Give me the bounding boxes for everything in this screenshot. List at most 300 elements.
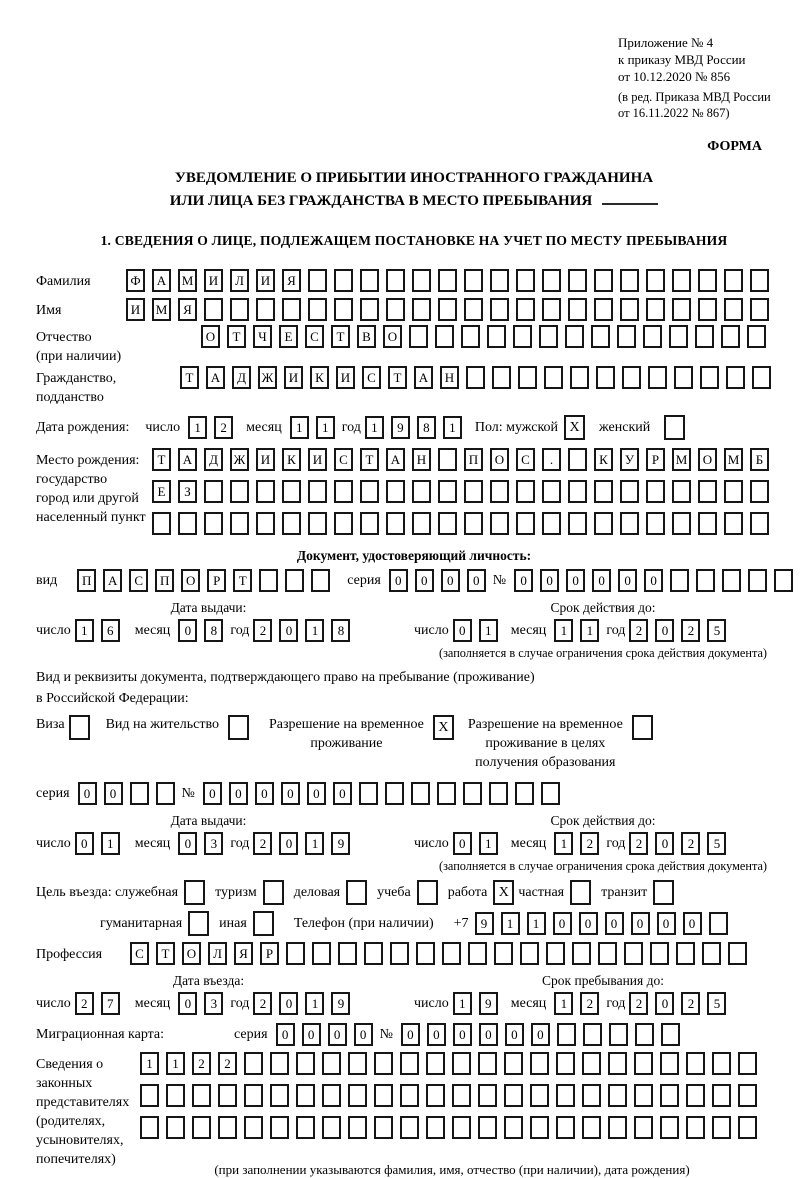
patronymic-cell[interactable]: В — [357, 325, 376, 348]
guardians-cell[interactable] — [218, 1084, 237, 1107]
guardians-cell[interactable] — [426, 1084, 445, 1107]
name-cell[interactable] — [308, 298, 327, 321]
birthplace-cell[interactable]: Б — [750, 448, 769, 471]
guardians-cell[interactable] — [634, 1052, 653, 1075]
birthplace-cell[interactable] — [542, 480, 561, 503]
citizenship-cell[interactable]: С — [362, 366, 381, 389]
permit-issue-day-cell[interactable]: 1 — [101, 832, 120, 855]
birthplace-cell[interactable]: Н — [412, 448, 431, 471]
citizenship-cell[interactable]: Ж — [258, 366, 277, 389]
birthplace-cell[interactable]: И — [256, 448, 275, 471]
phone-cell[interactable]: 9 — [475, 912, 494, 935]
id-doc-type-cell[interactable] — [311, 569, 330, 592]
guardians-cell[interactable] — [712, 1052, 731, 1075]
guardians-cell[interactable]: 1 — [166, 1052, 185, 1075]
permit-issue-year-cell[interactable]: 9 — [331, 832, 350, 855]
birthplace-cell[interactable]: С — [516, 448, 535, 471]
name-cell[interactable] — [594, 298, 613, 321]
patronymic-cell[interactable] — [565, 325, 584, 348]
name-cell[interactable] — [698, 298, 717, 321]
profession-cell[interactable]: С — [130, 942, 149, 965]
guardians-cell[interactable] — [582, 1116, 601, 1139]
patronymic-cell[interactable] — [617, 325, 636, 348]
guardians-cell[interactable] — [374, 1116, 393, 1139]
birthplace-cell[interactable] — [360, 512, 379, 535]
surname-cell[interactable] — [360, 269, 379, 292]
patronymic-cell[interactable]: Ч — [253, 325, 272, 348]
permit-series-cell[interactable]: 0 — [104, 782, 123, 805]
name-cell[interactable] — [412, 298, 431, 321]
citizenship-cell[interactable]: Д — [232, 366, 251, 389]
birthplace-cell[interactable] — [438, 480, 457, 503]
birthplace-cell[interactable] — [308, 480, 327, 503]
birthplace-cell[interactable]: Е — [152, 480, 171, 503]
guardians-cell[interactable] — [348, 1052, 367, 1075]
citizenship-cell[interactable] — [492, 366, 511, 389]
patronymic-cell[interactable] — [461, 325, 480, 348]
permit-number-cell[interactable] — [437, 782, 456, 805]
citizenship-cell[interactable] — [700, 366, 719, 389]
id-doc-number-cell[interactable] — [696, 569, 715, 592]
citizenship-cell[interactable] — [622, 366, 641, 389]
id-expiry-year-cell[interactable]: 0 — [655, 619, 674, 642]
birthplace-cell[interactable] — [334, 512, 353, 535]
permit-expiry-year-cell[interactable]: 2 — [629, 832, 648, 855]
id-doc-number-cell[interactable]: 0 — [644, 569, 663, 592]
permit-number-cell[interactable]: 0 — [255, 782, 274, 805]
permit-number-cell[interactable] — [541, 782, 560, 805]
phone-cell[interactable]: 1 — [527, 912, 546, 935]
birthplace-cell[interactable] — [256, 480, 275, 503]
guardians-cell[interactable] — [322, 1052, 341, 1075]
guardians-cell[interactable] — [426, 1052, 445, 1075]
guardians-cell[interactable] — [504, 1052, 523, 1075]
guardians-cell[interactable] — [738, 1052, 757, 1075]
guardians-cell[interactable] — [348, 1084, 367, 1107]
surname-cell[interactable] — [334, 269, 353, 292]
entry-month-cell[interactable]: 0 — [178, 992, 197, 1015]
guardians-cell[interactable] — [530, 1084, 549, 1107]
permit-number-cell[interactable]: 0 — [307, 782, 326, 805]
permit-number-cell[interactable] — [411, 782, 430, 805]
birthplace-cell[interactable]: К — [282, 448, 301, 471]
id-doc-type-cell[interactable] — [259, 569, 278, 592]
guardians-cell[interactable] — [452, 1084, 471, 1107]
entry-year-cell[interactable]: 1 — [305, 992, 324, 1015]
name-cell[interactable] — [568, 298, 587, 321]
guardians-cell[interactable] — [582, 1052, 601, 1075]
id-expiry-year-cell[interactable]: 5 — [707, 619, 726, 642]
permit-number-cell[interactable]: 0 — [281, 782, 300, 805]
birth-year-cell[interactable]: 1 — [365, 416, 384, 439]
name-cell[interactable] — [204, 298, 223, 321]
guardians-cell[interactable] — [530, 1116, 549, 1139]
patronymic-cell[interactable] — [513, 325, 532, 348]
migcard-series-cell[interactable]: 0 — [354, 1023, 373, 1046]
surname-cell[interactable] — [516, 269, 535, 292]
guardians-cell[interactable] — [348, 1116, 367, 1139]
guardians-cell[interactable] — [504, 1116, 523, 1139]
citizenship-cell[interactable] — [518, 366, 537, 389]
patronymic-cell[interactable]: О — [201, 325, 220, 348]
birth-month-cell[interactable]: 1 — [290, 416, 309, 439]
guardians-cell[interactable]: 1 — [140, 1052, 159, 1075]
migcard-number-cell[interactable]: 0 — [479, 1023, 498, 1046]
guardians-cell[interactable] — [556, 1116, 575, 1139]
birthplace-cell[interactable] — [620, 512, 639, 535]
permit-expiry-day-cell[interactable]: 0 — [453, 832, 472, 855]
profession-cell[interactable] — [442, 942, 461, 965]
profession-cell[interactable]: Т — [156, 942, 175, 965]
profession-cell[interactable] — [494, 942, 513, 965]
birthplace-cell[interactable]: У — [620, 448, 639, 471]
citizenship-cell[interactable] — [752, 366, 771, 389]
birthplace-cell[interactable] — [178, 512, 197, 535]
permit-series-cell[interactable]: 0 — [78, 782, 97, 805]
patronymic-cell[interactable] — [435, 325, 454, 348]
guardians-cell[interactable] — [686, 1116, 705, 1139]
guardians-cell[interactable] — [244, 1084, 263, 1107]
birthplace-cell[interactable] — [568, 480, 587, 503]
name-cell[interactable] — [386, 298, 405, 321]
birthplace-cell[interactable]: О — [698, 448, 717, 471]
surname-cell[interactable]: А — [152, 269, 171, 292]
guardians-cell[interactable] — [452, 1116, 471, 1139]
surname-cell[interactable]: М — [178, 269, 197, 292]
permit-series-cell[interactable] — [156, 782, 175, 805]
birthplace-cell[interactable]: Ж — [230, 448, 249, 471]
patronymic-cell[interactable]: Т — [331, 325, 350, 348]
permit-issue-year-cell[interactable]: 2 — [253, 832, 272, 855]
sex-male-checkbox-cell[interactable]: X — [564, 415, 585, 440]
profession-cell[interactable]: О — [182, 942, 201, 965]
birthplace-cell[interactable] — [204, 512, 223, 535]
name-cell[interactable]: И — [126, 298, 145, 321]
patronymic-cell[interactable]: Т — [227, 325, 246, 348]
birthplace-cell[interactable] — [568, 448, 587, 471]
id-doc-type-cell[interactable]: О — [181, 569, 200, 592]
permit-number-cell[interactable] — [463, 782, 482, 805]
name-cell[interactable]: М — [152, 298, 171, 321]
visa-checkbox-cell[interactable] — [69, 715, 90, 740]
surname-cell[interactable] — [672, 269, 691, 292]
id-doc-type-cell[interactable]: П — [155, 569, 174, 592]
name-cell[interactable] — [438, 298, 457, 321]
purpose-study-checkbox-cell[interactable] — [417, 880, 438, 905]
birthplace-cell[interactable]: М — [724, 448, 743, 471]
guardians-cell[interactable] — [218, 1116, 237, 1139]
birthplace-cell[interactable] — [594, 480, 613, 503]
birthplace-cell[interactable]: Т — [152, 448, 171, 471]
birthplace-cell[interactable] — [490, 512, 509, 535]
citizenship-cell[interactable] — [726, 366, 745, 389]
guardians-cell[interactable] — [192, 1084, 211, 1107]
birth-day-cell[interactable]: 1 — [188, 416, 207, 439]
phone-cell[interactable] — [709, 912, 728, 935]
entry-year-cell[interactable]: 2 — [253, 992, 272, 1015]
profession-cell[interactable]: Я — [234, 942, 253, 965]
guardians-cell[interactable] — [270, 1084, 289, 1107]
birthplace-cell[interactable] — [230, 512, 249, 535]
guardians-cell[interactable] — [270, 1116, 289, 1139]
birthplace-cell[interactable] — [698, 512, 717, 535]
guardians-cell[interactable] — [452, 1052, 471, 1075]
name-cell[interactable] — [620, 298, 639, 321]
profession-cell[interactable] — [364, 942, 383, 965]
id-issue-year-cell[interactable]: 8 — [331, 619, 350, 642]
migcard-number-cell[interactable]: 0 — [401, 1023, 420, 1046]
stay-year-cell[interactable]: 2 — [681, 992, 700, 1015]
name-cell[interactable] — [256, 298, 275, 321]
phone-cell[interactable]: 0 — [657, 912, 676, 935]
birthplace-cell[interactable]: А — [178, 448, 197, 471]
guardians-cell[interactable] — [192, 1116, 211, 1139]
permit-issue-year-cell[interactable]: 1 — [305, 832, 324, 855]
phone-cell[interactable]: 1 — [501, 912, 520, 935]
guardians-cell[interactable] — [686, 1084, 705, 1107]
guardians-cell[interactable] — [608, 1052, 627, 1075]
birth-year-cell[interactable]: 8 — [417, 416, 436, 439]
birthplace-cell[interactable]: З — [178, 480, 197, 503]
id-doc-type-cell[interactable]: Р — [207, 569, 226, 592]
profession-cell[interactable] — [416, 942, 435, 965]
guardians-cell[interactable] — [738, 1084, 757, 1107]
surname-cell[interactable] — [386, 269, 405, 292]
id-doc-number-cell[interactable] — [722, 569, 741, 592]
permit-series-cell[interactable] — [130, 782, 149, 805]
citizenship-cell[interactable]: И — [336, 366, 355, 389]
profession-cell[interactable] — [624, 942, 643, 965]
id-doc-type-cell[interactable] — [285, 569, 304, 592]
surname-cell[interactable]: И — [256, 269, 275, 292]
birthplace-cell[interactable] — [490, 480, 509, 503]
entry-year-cell[interactable]: 9 — [331, 992, 350, 1015]
birthplace-cell[interactable] — [750, 480, 769, 503]
name-cell[interactable] — [672, 298, 691, 321]
surname-cell[interactable] — [542, 269, 561, 292]
surname-cell[interactable] — [620, 269, 639, 292]
id-doc-number-cell[interactable]: 0 — [514, 569, 533, 592]
profession-cell[interactable] — [546, 942, 565, 965]
purpose-humanitarian-checkbox-cell[interactable] — [188, 911, 209, 936]
name-cell[interactable] — [750, 298, 769, 321]
citizenship-cell[interactable]: Т — [388, 366, 407, 389]
birth-month-cell[interactable]: 1 — [316, 416, 335, 439]
profession-cell[interactable] — [520, 942, 539, 965]
birthplace-cell[interactable] — [646, 480, 665, 503]
surname-cell[interactable] — [308, 269, 327, 292]
stay-day-cell[interactable]: 9 — [479, 992, 498, 1015]
patronymic-cell[interactable] — [695, 325, 714, 348]
patronymic-cell[interactable] — [591, 325, 610, 348]
permit-expiry-year-cell[interactable]: 0 — [655, 832, 674, 855]
patronymic-cell[interactable]: О — [383, 325, 402, 348]
surname-cell[interactable] — [724, 269, 743, 292]
entry-day-cell[interactable]: 7 — [101, 992, 120, 1015]
temp-residence-checkbox-cell[interactable]: X — [433, 715, 454, 740]
patronymic-cell[interactable] — [747, 325, 766, 348]
migcard-number-cell[interactable] — [635, 1023, 654, 1046]
id-issue-month-cell[interactable]: 0 — [178, 619, 197, 642]
guardians-cell[interactable] — [608, 1084, 627, 1107]
profession-cell[interactable] — [676, 942, 695, 965]
entry-year-cell[interactable]: 0 — [279, 992, 298, 1015]
name-cell[interactable] — [282, 298, 301, 321]
permit-expiry-year-cell[interactable]: 5 — [707, 832, 726, 855]
guardians-cell[interactable] — [660, 1052, 679, 1075]
birthplace-cell[interactable]: М — [672, 448, 691, 471]
guardians-cell[interactable]: 2 — [192, 1052, 211, 1075]
birthplace-cell[interactable]: И — [308, 448, 327, 471]
id-expiry-month-cell[interactable]: 1 — [580, 619, 599, 642]
birthplace-cell[interactable]: П — [464, 448, 483, 471]
surname-cell[interactable]: И — [204, 269, 223, 292]
birthplace-cell[interactable] — [464, 512, 483, 535]
citizenship-cell[interactable] — [466, 366, 485, 389]
guardians-cell[interactable] — [322, 1116, 341, 1139]
birthplace-cell[interactable] — [698, 480, 717, 503]
purpose-business-checkbox-cell[interactable] — [346, 880, 367, 905]
guardians-cell[interactable] — [712, 1084, 731, 1107]
name-cell[interactable] — [334, 298, 353, 321]
guardians-cell[interactable] — [478, 1116, 497, 1139]
purpose-official-checkbox-cell[interactable] — [184, 880, 205, 905]
patronymic-cell[interactable] — [409, 325, 428, 348]
guardians-cell[interactable] — [374, 1084, 393, 1107]
citizenship-cell[interactable] — [570, 366, 589, 389]
birthplace-cell[interactable] — [542, 512, 561, 535]
entry-month-cell[interactable]: 3 — [204, 992, 223, 1015]
id-doc-type-cell[interactable]: А — [103, 569, 122, 592]
guardians-cell[interactable] — [296, 1052, 315, 1075]
name-cell[interactable] — [360, 298, 379, 321]
name-cell[interactable] — [646, 298, 665, 321]
purpose-transit-checkbox-cell[interactable] — [653, 880, 674, 905]
citizenship-cell[interactable] — [674, 366, 693, 389]
stay-year-cell[interactable]: 2 — [629, 992, 648, 1015]
migcard-series-cell[interactable]: 0 — [328, 1023, 347, 1046]
id-expiry-day-cell[interactable]: 1 — [479, 619, 498, 642]
permit-issue-month-cell[interactable]: 0 — [178, 832, 197, 855]
birth-year-cell[interactable]: 1 — [443, 416, 462, 439]
patronymic-cell[interactable] — [487, 325, 506, 348]
migcard-number-cell[interactable] — [583, 1023, 602, 1046]
permit-number-cell[interactable]: 0 — [333, 782, 352, 805]
guardians-cell[interactable] — [270, 1052, 289, 1075]
birthplace-cell[interactable]: К — [594, 448, 613, 471]
birthplace-cell[interactable] — [724, 480, 743, 503]
stay-year-cell[interactable]: 5 — [707, 992, 726, 1015]
residence-permit-checkbox-cell[interactable] — [228, 715, 249, 740]
name-cell[interactable] — [464, 298, 483, 321]
birth-year-cell[interactable]: 9 — [391, 416, 410, 439]
profession-cell[interactable]: Р — [260, 942, 279, 965]
name-cell[interactable] — [516, 298, 535, 321]
citizenship-cell[interactable]: К — [310, 366, 329, 389]
birthplace-cell[interactable] — [204, 480, 223, 503]
patronymic-cell[interactable] — [539, 325, 558, 348]
phone-cell[interactable]: 0 — [579, 912, 598, 935]
id-issue-day-cell[interactable]: 6 — [101, 619, 120, 642]
id-issue-year-cell[interactable]: 0 — [279, 619, 298, 642]
id-doc-series-cell[interactable]: 0 — [467, 569, 486, 592]
purpose-other-checkbox-cell[interactable] — [253, 911, 274, 936]
permit-issue-month-cell[interactable]: 3 — [204, 832, 223, 855]
migcard-number-cell[interactable] — [557, 1023, 576, 1046]
permit-number-cell[interactable] — [359, 782, 378, 805]
id-doc-type-cell[interactable]: П — [77, 569, 96, 592]
permit-number-cell[interactable] — [385, 782, 404, 805]
citizenship-cell[interactable] — [544, 366, 563, 389]
guardians-cell[interactable] — [166, 1116, 185, 1139]
surname-cell[interactable] — [464, 269, 483, 292]
guardians-cell[interactable] — [166, 1084, 185, 1107]
guardians-cell[interactable] — [634, 1116, 653, 1139]
citizenship-cell[interactable] — [648, 366, 667, 389]
id-doc-series-cell[interactable]: 0 — [389, 569, 408, 592]
stay-year-cell[interactable]: 0 — [655, 992, 674, 1015]
birth-day-cell[interactable]: 2 — [214, 416, 233, 439]
guardians-cell[interactable] — [712, 1116, 731, 1139]
stay-month-cell[interactable]: 1 — [554, 992, 573, 1015]
guardians-cell[interactable] — [582, 1084, 601, 1107]
guardians-cell[interactable] — [608, 1116, 627, 1139]
patronymic-cell[interactable]: Е — [279, 325, 298, 348]
guardians-cell[interactable] — [738, 1116, 757, 1139]
birthplace-cell[interactable] — [360, 480, 379, 503]
birthplace-cell[interactable] — [334, 480, 353, 503]
patronymic-cell[interactable]: С — [305, 325, 324, 348]
surname-cell[interactable]: Л — [230, 269, 249, 292]
birthplace-cell[interactable]: А — [386, 448, 405, 471]
phone-cell[interactable]: 0 — [683, 912, 702, 935]
birthplace-cell[interactable] — [672, 480, 691, 503]
temp-edu-checkbox-cell[interactable] — [632, 715, 653, 740]
patronymic-cell[interactable] — [669, 325, 688, 348]
profession-cell[interactable] — [572, 942, 591, 965]
guardians-cell[interactable] — [660, 1116, 679, 1139]
permit-number-cell[interactable]: 0 — [203, 782, 222, 805]
birthplace-cell[interactable] — [646, 512, 665, 535]
profession-cell[interactable] — [338, 942, 357, 965]
profession-cell[interactable] — [702, 942, 721, 965]
guardians-cell[interactable] — [556, 1084, 575, 1107]
guardians-cell[interactable] — [686, 1052, 705, 1075]
migcard-series-cell[interactable]: 0 — [276, 1023, 295, 1046]
guardians-cell[interactable] — [660, 1084, 679, 1107]
id-expiry-year-cell[interactable]: 2 — [681, 619, 700, 642]
id-doc-series-cell[interactable]: 0 — [441, 569, 460, 592]
migcard-number-cell[interactable]: 0 — [531, 1023, 550, 1046]
stay-day-cell[interactable]: 1 — [453, 992, 472, 1015]
phone-cell[interactable]: 0 — [553, 912, 572, 935]
birthplace-cell[interactable]: Д — [204, 448, 223, 471]
migcard-number-cell[interactable]: 0 — [453, 1023, 472, 1046]
citizenship-cell[interactable]: И — [284, 366, 303, 389]
guardians-cell[interactable] — [400, 1116, 419, 1139]
birthplace-cell[interactable]: . — [542, 448, 561, 471]
id-doc-type-cell[interactable]: С — [129, 569, 148, 592]
permit-issue-year-cell[interactable]: 0 — [279, 832, 298, 855]
birthplace-cell[interactable] — [620, 480, 639, 503]
name-cell[interactable] — [542, 298, 561, 321]
birthplace-cell[interactable]: Т — [360, 448, 379, 471]
birthplace-cell[interactable] — [282, 480, 301, 503]
birthplace-cell[interactable] — [152, 512, 171, 535]
name-cell[interactable] — [230, 298, 249, 321]
id-doc-number-cell[interactable]: 0 — [566, 569, 585, 592]
guardians-cell[interactable] — [556, 1052, 575, 1075]
